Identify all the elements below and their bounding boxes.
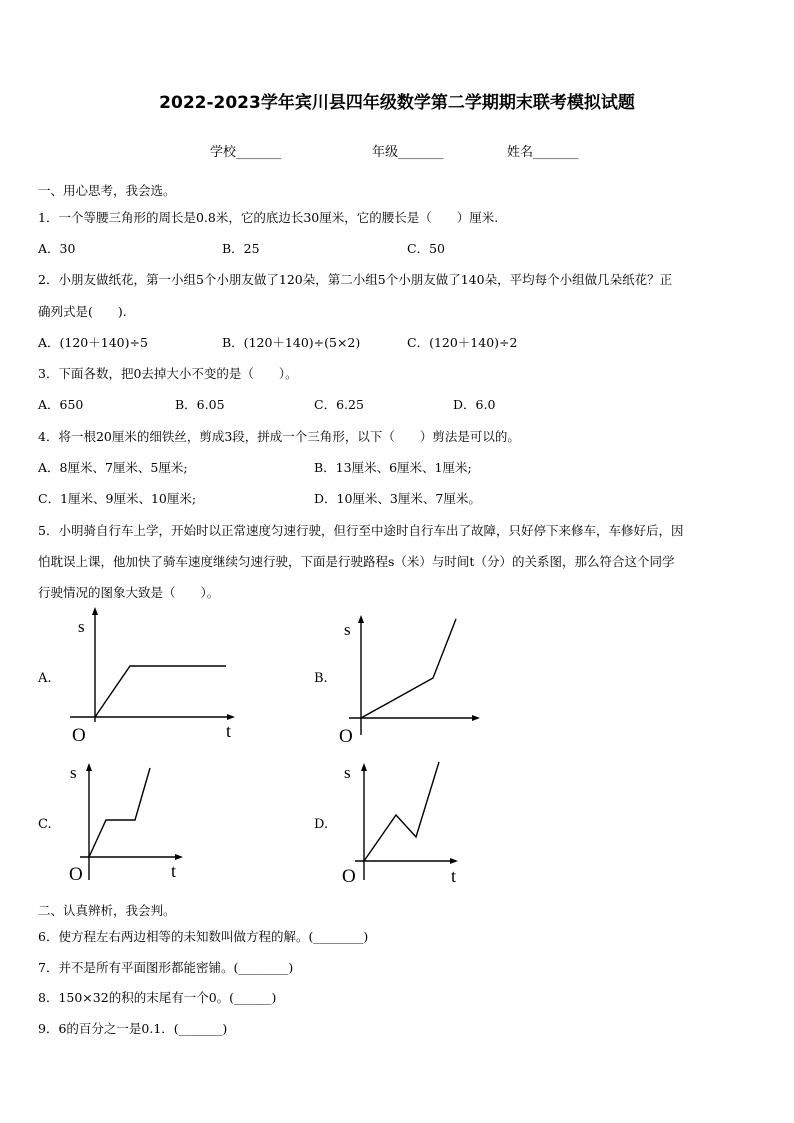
graph-b-origin: O bbox=[339, 726, 353, 747]
graph-a-origin: O bbox=[72, 725, 86, 746]
school-field: 学校_______ bbox=[210, 145, 282, 160]
graph-b-line bbox=[361, 619, 456, 718]
graph-c-t-arrow bbox=[175, 854, 183, 860]
q3-text: 3．下面各数，把0去掉大小不变的是（ ）。 bbox=[38, 366, 298, 381]
q4-text: 4．将一根20厘米的细铁丝，剪成3段，拼成一个三角形，以下（ ）剪法是可以的。 bbox=[38, 429, 520, 444]
graph-c-label: C. bbox=[38, 817, 52, 832]
graph-c-line bbox=[89, 768, 150, 857]
graph-d-label: D. bbox=[314, 817, 329, 832]
q3-option-c: C．6.25 bbox=[314, 397, 364, 412]
graph-a-s-label: s bbox=[78, 617, 85, 636]
graph-d-s-label: s bbox=[344, 763, 351, 782]
q2-option-b: B．(120＋140)÷(5×2) bbox=[222, 335, 361, 350]
graph-a-line bbox=[95, 666, 226, 717]
q1-option-c: C．50 bbox=[407, 241, 445, 256]
graph-d-t-arrow bbox=[450, 858, 458, 864]
graph-c-s-label: s bbox=[70, 763, 77, 782]
q8-text: 8．150×32的积的末尾有一个0。(______) bbox=[38, 990, 277, 1005]
graph-b bbox=[335, 605, 495, 745]
graph-d-s-arrow bbox=[361, 763, 367, 771]
graph-d-origin: O bbox=[342, 866, 356, 887]
q2-line2: 确列式是( ). bbox=[38, 304, 127, 319]
q4-option-b: B．13厘米、6厘米、1厘米; bbox=[314, 460, 472, 475]
graph-c bbox=[60, 760, 200, 885]
q2-line1: 2．小朋友做纸花，第一小组5个小朋友做了120朵，第二小组5个小朋友做了140朵，平均每个小组做几朵纸花？正 bbox=[38, 272, 673, 287]
graph-d bbox=[335, 760, 475, 890]
graph-a bbox=[60, 605, 260, 745]
q1-option-a: A．30 bbox=[38, 241, 76, 256]
q5-line3: 行驶情况的图象大致是（ ）。 bbox=[38, 585, 220, 600]
q9-text: 9．6的百分之一是0.1．(_______) bbox=[38, 1021, 228, 1036]
q1-option-b: B．25 bbox=[222, 241, 260, 256]
q6-text: 6．使方程左右两边相等的未知数叫做方程的解。(________) bbox=[38, 929, 369, 944]
q7-text: 7．并不是所有平面图形都能密铺。(________) bbox=[38, 960, 294, 975]
q5-line1: 5．小明骑自行车上学，开始时以正常速度匀速行驶，但行至中途时自行车出了故障，只好停下来修车，车修好后，因 bbox=[38, 523, 684, 538]
graph-c-t-label: t bbox=[171, 861, 177, 881]
graph-b-label: B. bbox=[314, 671, 328, 686]
graph-a-t-label: t bbox=[226, 721, 232, 741]
q4-option-a: A．8厘米、7厘米、5厘米; bbox=[38, 460, 188, 475]
section1-heading: 一、用心思考，我会选。 bbox=[38, 183, 176, 198]
q3-option-d: D．6.0 bbox=[453, 397, 496, 412]
q2-option-a: A．(120＋140)÷5 bbox=[38, 335, 148, 350]
q4-option-d: D．10厘米、3厘米、7厘米。 bbox=[314, 491, 481, 506]
q3-option-a: A．650 bbox=[38, 397, 84, 412]
name-field: 姓名_______ bbox=[507, 145, 579, 160]
graph-c-origin: O bbox=[69, 864, 83, 885]
graph-a-s-arrow bbox=[92, 607, 98, 615]
graph-a-t-arrow bbox=[227, 714, 235, 720]
graph-c-s-arrow bbox=[86, 763, 92, 771]
section2-heading: 二、认真辨析，我会判。 bbox=[38, 903, 176, 918]
graph-a-label: A. bbox=[38, 671, 52, 686]
graph-d-t-label: t bbox=[451, 866, 457, 886]
q5-line2: 怕耽误上课，他加快了骑车速度继续匀速行驶，下面是行驶路程s（米）与时间t（分）的关系图，那么符合这个同学 bbox=[38, 554, 675, 569]
q4-option-c: C．1厘米、9厘米、10厘米; bbox=[38, 491, 197, 506]
graph-b-s-label: s bbox=[344, 620, 351, 639]
page-title: 2022-2023学年宾川县四年级数学第二学期期末联考模拟试题 bbox=[159, 93, 635, 113]
graph-d-line bbox=[364, 762, 439, 861]
graph-b-s-arrow bbox=[358, 615, 364, 623]
graph-b-t-arrow bbox=[472, 715, 480, 721]
q2-option-c: C．(120＋140)÷2 bbox=[407, 335, 518, 350]
q1-text: 1．一个等腰三角形的周长是0.8米，它的底边长30厘米，它的腰长是（ ）厘米. bbox=[38, 210, 499, 225]
grade-field: 年级_______ bbox=[372, 145, 444, 160]
q3-option-b: B．6.05 bbox=[175, 397, 225, 412]
